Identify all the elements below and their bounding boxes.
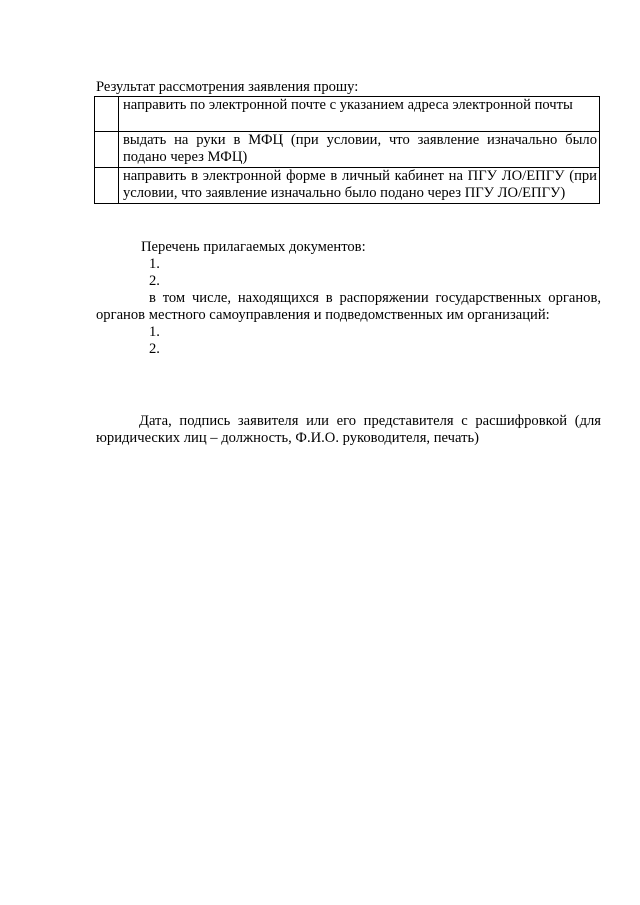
including-text: в том числе, находящихся в распоряжении государственных органов, органов местного самоуправления и подведомственных им организаций: (96, 290, 601, 323)
option-row-mfc[interactable] (95, 132, 600, 168)
document-item: 1. (149, 324, 160, 340)
signature-note: Дата, подпись заявителя или его представителя с расшифровкой (для юридических лиц – должность, Ф.И.О. руководителя, печать) (96, 413, 601, 446)
document-item: 1. (149, 256, 160, 272)
document-item: 2. (149, 341, 160, 357)
option-row-portal[interactable] (95, 168, 600, 204)
option-label-email: направить по электронной почте с указанием адреса электронной почты (119, 97, 600, 132)
documents-section (96, 239, 601, 358)
option-label-portal: направить в электронной форме в личный кабинет на ПГУ ЛО/ЕПГУ (при условии, что заявление изначально было подано через ПГУ ЛО/ЕПГУ) (119, 168, 600, 204)
delivery-options-table (94, 96, 600, 204)
result-heading: Результат рассмотрения заявления прошу: (96, 79, 359, 95)
option-row-email[interactable] (95, 97, 600, 132)
option-checkbox-mfc[interactable] (95, 132, 119, 168)
documents-title: Перечень прилагаемых документов: (141, 239, 366, 255)
document-item: 2. (149, 273, 160, 289)
option-label-mfc: выдать на руки в МФЦ (при условии, что заявление изначально было подано через МФЦ) (119, 132, 600, 168)
option-checkbox-portal[interactable] (95, 168, 119, 204)
option-checkbox-email[interactable] (95, 97, 119, 132)
